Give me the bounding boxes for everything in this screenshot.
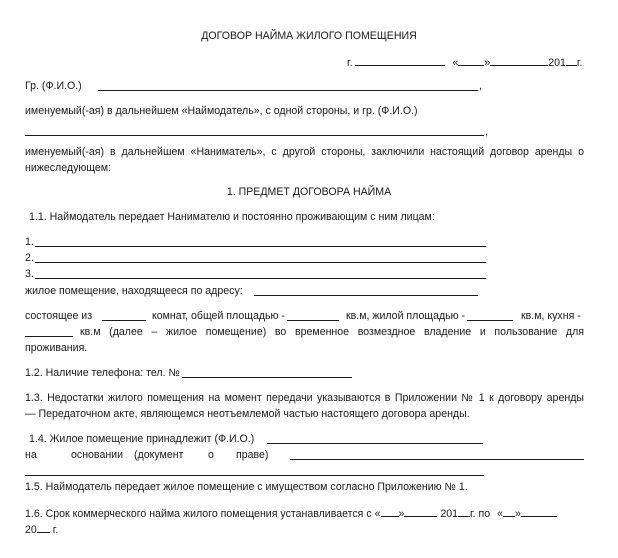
list-item-2-label: 2. <box>25 252 34 264</box>
party1-line <box>25 80 82 93</box>
party1-comma: , <box>479 80 482 92</box>
clause-1-2: 1.2. Наличие телефона: тел. № <box>25 367 180 379</box>
living-area-field[interactable] <box>467 320 513 321</box>
clause-1-6-line2 <box>25 522 58 537</box>
term-end-day-field[interactable] <box>503 506 515 517</box>
term-end-quote-close: » <box>515 508 521 520</box>
city-blank[interactable] <box>355 55 445 66</box>
party2-comma: , <box>485 126 488 138</box>
term-until-label: г. по <box>470 508 491 520</box>
list-item-1-field[interactable] <box>35 246 486 247</box>
term-start-year-field[interactable] <box>458 506 470 517</box>
basis-word-1: на <box>25 449 37 461</box>
quote-close: » <box>484 57 491 69</box>
term-end-quote-open: « <box>497 508 503 520</box>
phone-field[interactable] <box>182 377 352 378</box>
term-start-quote-close: » <box>398 508 405 520</box>
clause-1-5: 1.5. Наймодатель передает жилое помещение с имуществом согласно Приложению № 1. <box>25 481 468 493</box>
term-end-year-field[interactable] <box>37 522 50 533</box>
term-start-day-field[interactable] <box>381 506 399 517</box>
rooms-continuation: кв.м (далее – жилое помещение) во временное возмездное владение и пользование для <box>80 326 584 338</box>
basis-word-5: праве) <box>236 449 269 461</box>
landlord-reference: именуемый(-ая) в дальнейшем «Наймодатель», с одной стороны, и гр. (Ф.И.О.) <box>25 105 418 117</box>
term-start-month-field[interactable] <box>404 506 437 517</box>
clause-1-1: 1.1. Наймодатель передает Нанимателю и постоянно проживающим с ним лицам: <box>29 211 435 223</box>
date-line <box>347 55 582 70</box>
rooms-end: проживания. <box>25 342 88 354</box>
city-prefix: г. <box>347 57 353 69</box>
term-start-label: 1.6. Срок коммерческого найма жилого помещения устанавливается с « <box>25 508 381 520</box>
kitchen-area-field[interactable] <box>25 336 73 337</box>
basis-document-field[interactable] <box>290 459 584 460</box>
year-prefix: 201 <box>548 57 566 69</box>
living-area-label: кв.м, жилой площадью - <box>346 310 466 322</box>
term-start-year: 201 <box>440 508 459 520</box>
list-item-3-field[interactable] <box>35 278 486 279</box>
party1-name-field[interactable] <box>98 90 478 91</box>
basis-word-2: основании <box>71 449 124 461</box>
rooms-prefix: состоящее из <box>25 310 93 322</box>
month-blank[interactable] <box>490 55 548 66</box>
clause-1-3-line1: 1.3. Недостатки жилого помещения на момент передачи указываются в Приложении № 1 к договору аренды <box>25 392 584 404</box>
term-end-year: 20 <box>25 524 37 536</box>
term-end-month-field[interactable] <box>521 506 557 517</box>
list-item-3-label: 3. <box>25 268 34 280</box>
basis-document-field-2[interactable] <box>25 475 484 476</box>
party2-name-field[interactable] <box>25 135 484 136</box>
rooms-count-field[interactable] <box>102 320 146 321</box>
list-item-1-label: 1. <box>25 236 34 248</box>
address-field[interactable] <box>254 295 478 296</box>
kitchen-label: кв.м, кухня - <box>521 310 581 322</box>
basis-word-3: (документ <box>134 449 184 461</box>
term-end-year-suffix: г. <box>52 524 59 536</box>
quote-open: « <box>452 57 459 69</box>
document-title: ДОГОВОР НАЙМА ЖИЛОГО ПОМЕЩЕНИЯ <box>201 30 417 42</box>
day-blank[interactable] <box>458 55 484 66</box>
year-blank[interactable] <box>566 55 577 66</box>
owner-name-field[interactable] <box>267 443 483 444</box>
tenant-reference-line1: именуемый(-ая) в дальнейшем «Наниматель», с другой стороны, заключили настоящий договор аренды о <box>25 146 584 158</box>
clause-1-4-line1: 1.4. Жилое помещение принадлежит (Ф.И.О.) <box>29 433 255 445</box>
basis-word-4: о <box>208 449 214 461</box>
list-item-2-field[interactable] <box>35 262 486 263</box>
tenant-reference-line2: нижеследующем: <box>25 162 112 174</box>
year-suffix: г. <box>576 57 583 69</box>
address-label: жилое помещение, находящееся по адресу: <box>25 285 243 297</box>
total-area-field[interactable] <box>287 320 339 321</box>
clause-1-6-line1 <box>25 506 557 521</box>
clause-1-3-line2: — Передаточном акте, являющемся неотъемлемой частью настоящего договора аренды. <box>25 408 470 420</box>
total-area-label: комнат, общей площадью - <box>152 310 285 322</box>
party1-label: Гр. (Ф.И.О.) <box>25 80 82 92</box>
section1-title: 1. ПРЕДМЕТ ДОГОВОРА НАЙМА <box>226 186 392 198</box>
